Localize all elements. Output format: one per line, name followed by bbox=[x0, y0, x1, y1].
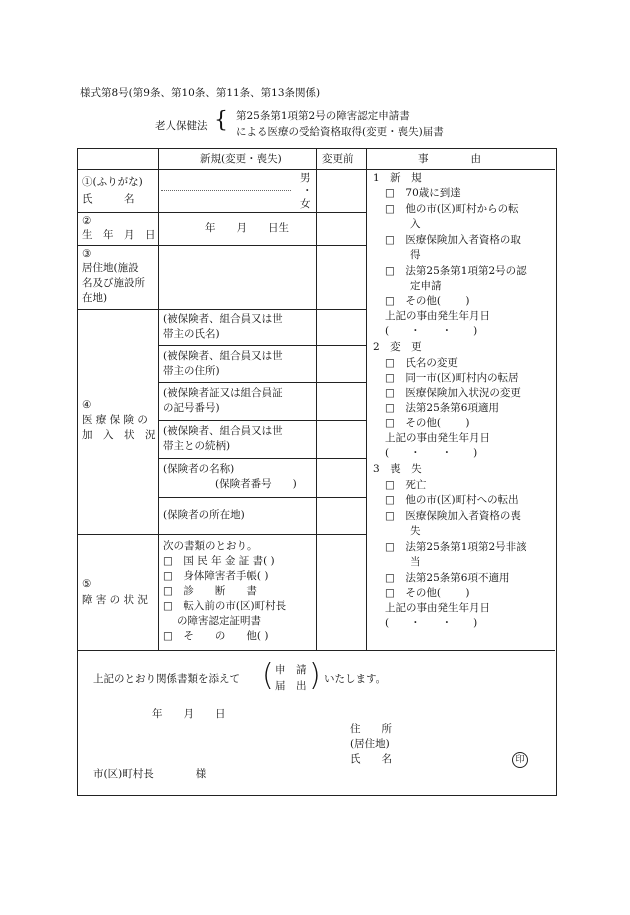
reason-loss-death: □ 死亡 bbox=[385, 479, 427, 491]
ins-holder-name-1: (被保険者、組合員又は世 bbox=[163, 313, 283, 325]
ins-insurer-number: (保険者番号 ) bbox=[215, 478, 297, 490]
label-applicant-name: 氏 名 bbox=[350, 753, 392, 765]
title-brace: { bbox=[214, 108, 228, 133]
reason-loss-date: ( ・ ・ ) bbox=[385, 617, 478, 629]
label-disability-no: ⑤ bbox=[82, 578, 92, 590]
ins-insurer-name: (保険者の名称) bbox=[163, 463, 235, 475]
ins-holder-name-2: 帯主の氏名) bbox=[163, 328, 220, 340]
doc-other: □ そ の 他( ) bbox=[163, 630, 269, 642]
ins-relation-2: 帯主との続柄) bbox=[163, 440, 231, 452]
label-residence-no: ③ bbox=[82, 248, 92, 260]
reason-new-heading: 1 新 規 bbox=[373, 172, 422, 184]
reason-loss-insurance-2: 失 bbox=[410, 525, 421, 537]
ins-card-number-2: の記号番号) bbox=[163, 402, 220, 414]
close-paren: ) bbox=[309, 658, 321, 693]
reason-new-art25-1: □ 法第25条第1項第2号の認 bbox=[385, 265, 527, 277]
reason-loss-art25-2: 当 bbox=[410, 556, 421, 568]
label-residence-3: 在地) bbox=[82, 292, 108, 304]
label-disability: 障 害 の 状 況 bbox=[82, 594, 148, 606]
doc-certificate-2: の障害認定証明書 bbox=[177, 615, 261, 627]
label-address: 住 所 bbox=[350, 723, 392, 735]
option-apply: 申 請 bbox=[275, 664, 307, 676]
birthdate-field: 年 月 日生 bbox=[205, 222, 289, 234]
label-furigana: ①(ふりがな) bbox=[82, 176, 143, 188]
ins-relation-1: (被保険者、組合員又は世 bbox=[163, 425, 283, 437]
reason-change-name: □ 氏名の変更 bbox=[385, 357, 458, 369]
reason-loss-insurance-1: □ 医療保険加入者資格の喪 bbox=[385, 510, 521, 522]
label-residence-1: 居住地(施設 bbox=[82, 262, 139, 274]
reason-loss-date-label: 上記の事由発生年月日 bbox=[385, 602, 490, 614]
label-name: 氏 名 bbox=[82, 193, 135, 205]
reason-new-other: □ その他( ) bbox=[385, 295, 470, 307]
reason-change-heading: 2 変 更 bbox=[373, 341, 422, 353]
sex-female: 女 bbox=[300, 198, 311, 210]
doc-handbook: □ 身体障害者手帳( ) bbox=[163, 570, 269, 582]
label-residence: (居住地) bbox=[350, 738, 390, 750]
law-name: 老人保健法 bbox=[155, 120, 208, 132]
title-line-2: による医療の受給資格取得(変更・喪失)届書 bbox=[236, 126, 444, 138]
seal-mark: 印 bbox=[512, 752, 528, 768]
reason-change-art25: □ 法第25条第6項適用 bbox=[385, 402, 499, 414]
reason-loss-art25-1: □ 法第25条第1項第2号非該 bbox=[385, 541, 527, 553]
ins-holder-address-2: 帯主の住所) bbox=[163, 365, 220, 377]
header-new: 新規(変更・喪失) bbox=[200, 153, 282, 165]
label-insurance-no: ④ bbox=[82, 399, 92, 411]
statement-b: いたします。 bbox=[324, 673, 387, 685]
reason-loss-art25-6: □ 法第25条第6項不適用 bbox=[385, 572, 510, 584]
header-before: 変更前 bbox=[322, 153, 354, 165]
reason-change-date-label: 上記の事由発生年月日 bbox=[385, 432, 490, 444]
reason-loss-heading: 3 喪 失 bbox=[373, 463, 422, 475]
label-insurance-1: 医 療 保 険 の bbox=[82, 414, 148, 426]
sex-male: 男 bbox=[300, 172, 311, 184]
reason-loss-other: □ その他( ) bbox=[385, 587, 470, 599]
label-insurance-2: 加 入 状 況 bbox=[82, 429, 156, 441]
docs-intro: 次の書類のとおり。 bbox=[163, 540, 258, 552]
reason-change-other: □ その他( ) bbox=[385, 417, 470, 429]
reason-new-age70: □ 70歳に到達 bbox=[385, 187, 461, 199]
form-number: 様式第8号(第9条、第10条、第11条、第13条関係) bbox=[80, 87, 321, 99]
option-notify: 届 出 bbox=[275, 680, 307, 692]
reason-change-insurance: □ 医療保険加入状況の変更 bbox=[385, 387, 521, 399]
doc-medical: □ 診 断 書 bbox=[163, 585, 257, 597]
doc-pension: □ 国 民 年 金 証 書( ) bbox=[163, 555, 275, 567]
label-birthdate: 生 年 月 日 bbox=[82, 229, 156, 241]
reason-change-date: ( ・ ・ ) bbox=[385, 447, 478, 459]
reason-new-date-label: 上記の事由発生年月日 bbox=[385, 310, 490, 322]
title-line-1: 第25条第1項第2号の障害認定申請書 bbox=[236, 110, 410, 122]
doc-certificate-1: □ 転入前の市(区)町村長 bbox=[163, 600, 287, 612]
reason-new-acquire-1: □ 医療保険加入者資格の取 bbox=[385, 234, 521, 246]
reason-change-move: □ 同一市(区)町村内の転居 bbox=[385, 372, 519, 384]
sex-separator: ・ bbox=[302, 185, 313, 197]
statement-a: 上記のとおり関係書類を添えて bbox=[93, 673, 240, 685]
label-birth-no: ② bbox=[82, 215, 92, 227]
reason-new-date: ( ・ ・ ) bbox=[385, 325, 478, 337]
header-reason: 事 由 bbox=[418, 153, 481, 165]
ins-card-number-1: (被保険者証又は組合員証 bbox=[163, 387, 283, 399]
open-paren: ( bbox=[262, 658, 274, 693]
reason-new-transfer-2: 入 bbox=[410, 218, 421, 230]
reason-new-transfer-1: □ 他の市(区)町村からの転 bbox=[385, 203, 519, 215]
reason-new-acquire-2: 得 bbox=[410, 249, 421, 261]
reason-loss-transfer: □ 他の市(区)町村への転出 bbox=[385, 494, 519, 506]
ins-holder-address-1: (被保険者、組合員又は世 bbox=[163, 350, 283, 362]
submission-date: 年 月 日 bbox=[152, 708, 226, 720]
ins-insurer-address: (保険者の所在地) bbox=[163, 509, 245, 521]
label-residence-2: 名及び施設所 bbox=[82, 277, 145, 289]
mayor-address: 市(区)町村長 様 bbox=[93, 768, 207, 780]
reason-new-art25-2: 定申請 bbox=[410, 280, 442, 292]
